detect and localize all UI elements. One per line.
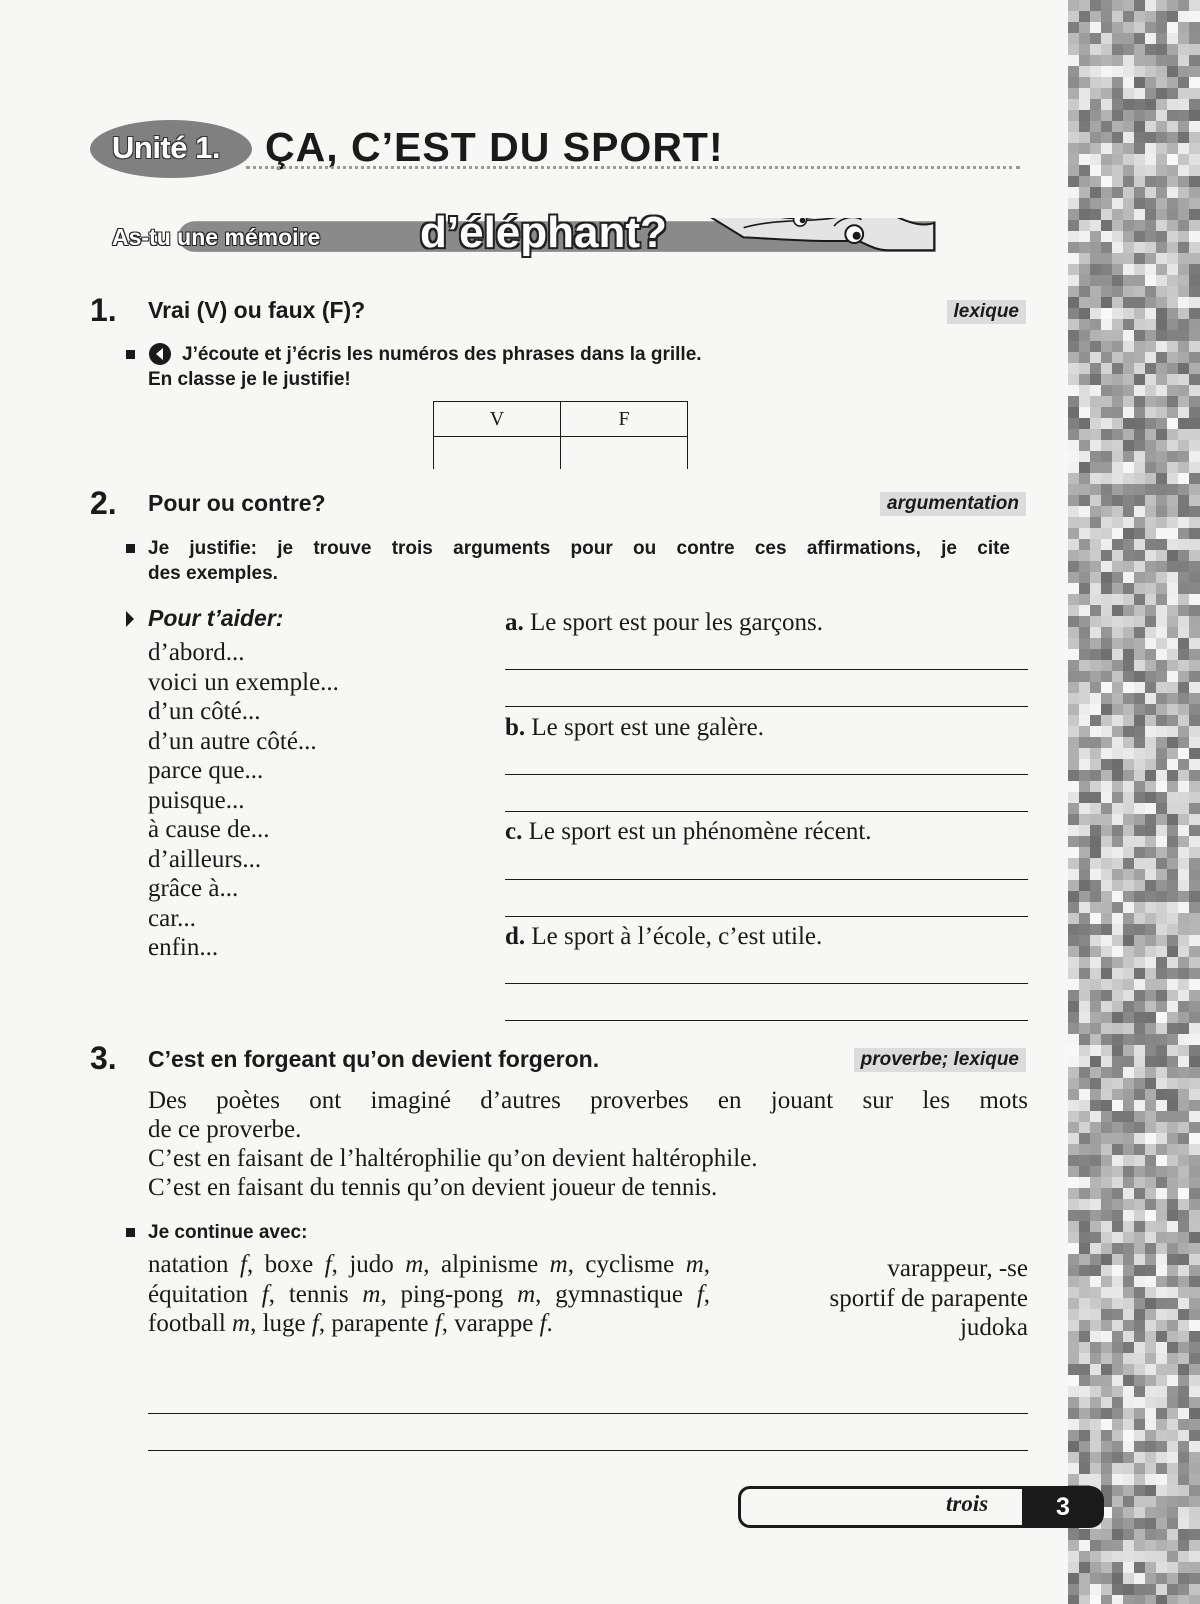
answer-line[interactable] — [505, 706, 1028, 707]
vf-grid — [433, 401, 688, 469]
page-word: trois — [946, 1491, 989, 1516]
sport-gender: f — [539, 1310, 547, 1337]
sports-list: natation f, boxe f, judo m, alpinisme m, cyclisme m, équitation f, tennis m, ping-pong m, gymnastique f, football m, luge f, parapente f, varappe f. — [148, 1251, 711, 1337]
exercise2-title: Pour ou contre? — [148, 490, 326, 516]
sport-gender: m — [362, 1280, 381, 1308]
square-bullet-icon — [126, 1228, 135, 1237]
example-item: varappeur, -se — [887, 1255, 1028, 1282]
answer-line[interactable] — [148, 1413, 1028, 1414]
exercise1-tag: lexique — [947, 300, 1026, 324]
grid-header-v: V — [434, 402, 561, 437]
sport-word: gymnastique — [555, 1280, 697, 1308]
exercise3-title: C’est en forgeant qu’on devient forgeron. — [148, 1046, 600, 1072]
sport-word: varappe — [454, 1310, 540, 1337]
exercise3-example-2: C’est en faisant du tennis qu’on devient joueur de tennis. — [148, 1174, 718, 1201]
aider-title: Pour t’aider: — [148, 605, 284, 631]
sport-gender: m — [232, 1310, 251, 1337]
exercise3-example-1: C’est en faisant de l’haltérophilie qu’on devient haltérophile. — [148, 1145, 758, 1172]
exercise2-tag: argumentation — [880, 492, 1026, 516]
sport-gender: f — [434, 1310, 442, 1337]
speaker-play-icon[interactable] — [148, 342, 172, 366]
sport-word: alpinisme — [441, 1251, 550, 1278]
sport-gender: m — [517, 1280, 536, 1308]
sport-gender: m — [405, 1251, 424, 1278]
answer-line[interactable] — [505, 983, 1028, 984]
example-item: judoka — [959, 1314, 1028, 1341]
answer-line[interactable] — [505, 669, 1028, 670]
statement-text: Le sport à l’école, c’est utile. — [531, 923, 823, 950]
exercise2-number: 2. — [90, 485, 117, 521]
answer-line[interactable] — [505, 879, 1028, 880]
aider-item: car... — [148, 904, 196, 932]
answer-line[interactable] — [505, 1020, 1028, 1021]
exercise3-number: 3. — [90, 1040, 117, 1076]
statement-text: Le sport est un phénomène récent. — [528, 818, 872, 845]
grid-cell-f[interactable] — [561, 437, 688, 470]
exercise1-number: 1. — [90, 292, 117, 328]
aider-item: parce que... — [148, 757, 264, 784]
exercise3-tag: proverbe; lexique — [854, 1048, 1026, 1072]
sport-gender: f — [239, 1251, 247, 1278]
exercise3-instruction: Je continue avec: — [148, 1222, 308, 1243]
aider-item: enfin... — [148, 934, 219, 961]
banner-big-text: d’éléphant? — [420, 208, 667, 257]
exercise1-instruction: J’écoute et j’écris les numéros des phrases dans la grille. — [182, 344, 702, 365]
statement-a — [505, 609, 823, 637]
statement-d — [505, 923, 822, 951]
sport-word: football — [148, 1310, 233, 1337]
exercise3-paragraph-1: Des poètes ont imaginé d’autres proverbes en jouant sur les mots — [148, 1087, 1028, 1114]
exercise1-title: Vrai (V) ou faux (F)? — [148, 297, 366, 323]
exercise3-paragraph-2: de ce proverbe. — [148, 1116, 302, 1143]
square-bullet-icon — [126, 544, 135, 553]
statement-b — [505, 714, 764, 742]
answer-line[interactable] — [505, 774, 1028, 775]
sport-gender: m — [549, 1251, 568, 1278]
triangle-right-icon — [125, 610, 135, 628]
sport-gender: f — [311, 1310, 319, 1337]
sport-gender: f — [261, 1280, 269, 1308]
dotted-rule — [246, 166, 1020, 169]
exercise2-instruction-2: des exemples. — [148, 563, 278, 584]
mosaic-border — [1068, 0, 1200, 1604]
aider-item: d’ailleurs... — [148, 845, 262, 873]
exercise2-instruction: Je justifie: je trouve trois arguments pour ou contre ces affirmations, je cite — [148, 538, 1010, 559]
sport-gender: m — [685, 1251, 704, 1278]
sport-word: boxe — [264, 1251, 325, 1278]
aider-item: d’un autre côté... — [148, 727, 317, 755]
answer-line[interactable] — [505, 811, 1028, 812]
statement-text: Le sport est pour les garçons. — [530, 609, 823, 636]
statement-letter: b. — [505, 714, 526, 741]
sport-word: équitation — [148, 1280, 262, 1308]
grid-header-f: F — [561, 402, 688, 437]
banner-small-text: As-tu une mémoire — [112, 224, 321, 250]
sport-word: ping-pong — [400, 1280, 518, 1308]
aider-list — [148, 638, 339, 963]
sport-gender: f — [324, 1251, 332, 1278]
sport-word: natation — [148, 1251, 240, 1278]
page-number: 3 — [1022, 1486, 1104, 1528]
aider-item: d’un côté... — [148, 698, 261, 725]
statement-text: Le sport est une galère. — [531, 714, 764, 741]
answer-line[interactable] — [505, 916, 1028, 917]
sport-word: judo — [349, 1251, 406, 1278]
square-bullet-icon — [126, 350, 135, 359]
unit-label: Unité 1. — [112, 130, 220, 165]
example-item: sportif de parapente — [829, 1284, 1028, 1312]
answer-line[interactable] — [148, 1450, 1028, 1451]
sport-word: cyclisme — [585, 1251, 686, 1278]
aider-item: voici un exemple... — [148, 668, 339, 696]
grid-cell-v[interactable] — [434, 437, 561, 470]
aider-item: grâce à... — [148, 875, 239, 902]
sport-gender: f — [696, 1280, 704, 1308]
examples-list — [829, 1254, 1028, 1343]
statement-letter: a. — [505, 609, 524, 636]
exercise1-instruction-2: En classe je le justifie! — [148, 369, 351, 390]
aider-item: à cause de... — [148, 816, 270, 843]
aider-item: d’abord... — [148, 639, 245, 666]
sport-word: tennis — [288, 1280, 363, 1308]
statement-letter: d. — [505, 923, 526, 950]
unit-title: ÇA, C’EST DU SPORT! — [265, 124, 724, 170]
statement-letter: c. — [505, 818, 523, 845]
aider-item: puisque... — [148, 786, 245, 814]
sport-word: parapente — [331, 1310, 435, 1337]
sport-word: luge — [262, 1310, 312, 1337]
statement-c — [505, 818, 872, 846]
